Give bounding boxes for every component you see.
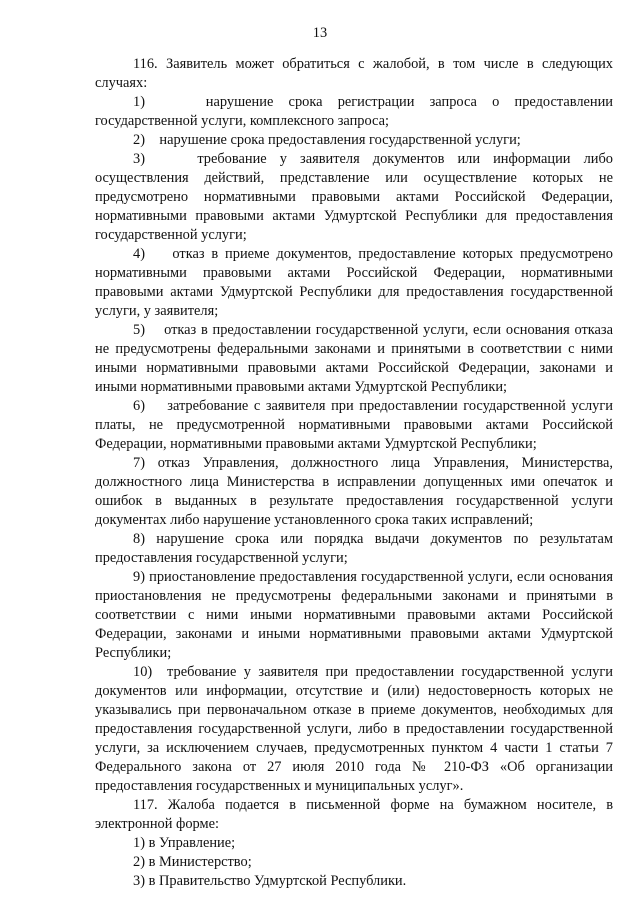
list-item: 2) нарушение срока предоставления государственной услуги; bbox=[133, 132, 521, 148]
list-item: 7) отказ Управления, должностного лица Управления, Министерства, должностного лица Министерства в исправлении допущенных ими опечаток и ошибок в выданных в результате предоставления государственной услуги документах либо нарушение установленного срока таких исправлений; bbox=[95, 455, 613, 528]
paragraph-117: 117. Жалоба подается в письменной форме на бумажном носителе, в электронной форме: bbox=[95, 797, 613, 832]
list-item: 4) отказ в приеме документов, предоставление которых предусмотрено нормативными правовыми актами Российской Федерации, нормативными правовыми актами Удмуртской Республики для предоставления государственной услуги, у заявителя; bbox=[95, 246, 613, 319]
list-item: 9) приостановление предоставления государственной услуги, если основания приостановления не предусмотрены федеральными законами и принятыми в соответствии с ними иными нормативными правовыми актами Российской Федерации, законами и иными нормативными правовыми актами Удмуртской Республики; bbox=[95, 569, 613, 661]
list-item: 2) в Министерство; bbox=[133, 854, 252, 870]
list-item: 3) требование у заявителя документов или информации либо осуществления действий, представление или осуществление которых не предусмотрено нормативными правовыми актами Российской Федерации, нормативными правовыми актами Удмуртской Республики для предоставления государственной услуги; bbox=[95, 151, 613, 243]
list-item: 3) в Правительство Удмуртской Республики. bbox=[133, 873, 407, 889]
list-item: 6) затребование с заявителя при предоставлении государственной услуги платы, не предусмотренной нормативными правовыми актами Российской Федерации, нормативными правовыми актами Удмуртской Республики; bbox=[95, 398, 613, 452]
list-item: 1) нарушение срока регистрации запроса о предоставлении государственной услуги, комплексного запроса; bbox=[95, 94, 613, 129]
list-item: 8) нарушение срока или порядка выдачи документов по результатам предоставления государственной услуги; bbox=[95, 531, 613, 566]
paragraph-116: 116. Заявитель может обратиться с жалобой, в том числе в следующих случаях: bbox=[95, 56, 613, 91]
list-item: 1) в Управление; bbox=[133, 835, 236, 851]
document-body bbox=[95, 55, 613, 891]
list-item: 10) требование у заявителя при предоставлении государственной услуги документов или информации, отсутствие и (или) недостоверность которых не указывались при первоначальном отказе в приеме документов, необходимых для предоставления государственной услуги, либо в предоставлении государственной услуги, за исключением случаев, предусмотренных пунктом 4 части 1 статьи 7 Федерального закона от 27 июля 2010 года № 210-ФЗ «Об организации предоставления государственных и муниципальных услуг». bbox=[95, 664, 613, 794]
page-number: 13 bbox=[312, 25, 328, 41]
list-item: 5) отказ в предоставлении государственной услуги, если основания отказа не предусмотрены федеральными законами и принятыми в соответствии с ними иными нормативными правовыми актами Российской Федерации, законами и иными нормативными правовыми актами Удмуртской Республики; bbox=[95, 322, 613, 395]
